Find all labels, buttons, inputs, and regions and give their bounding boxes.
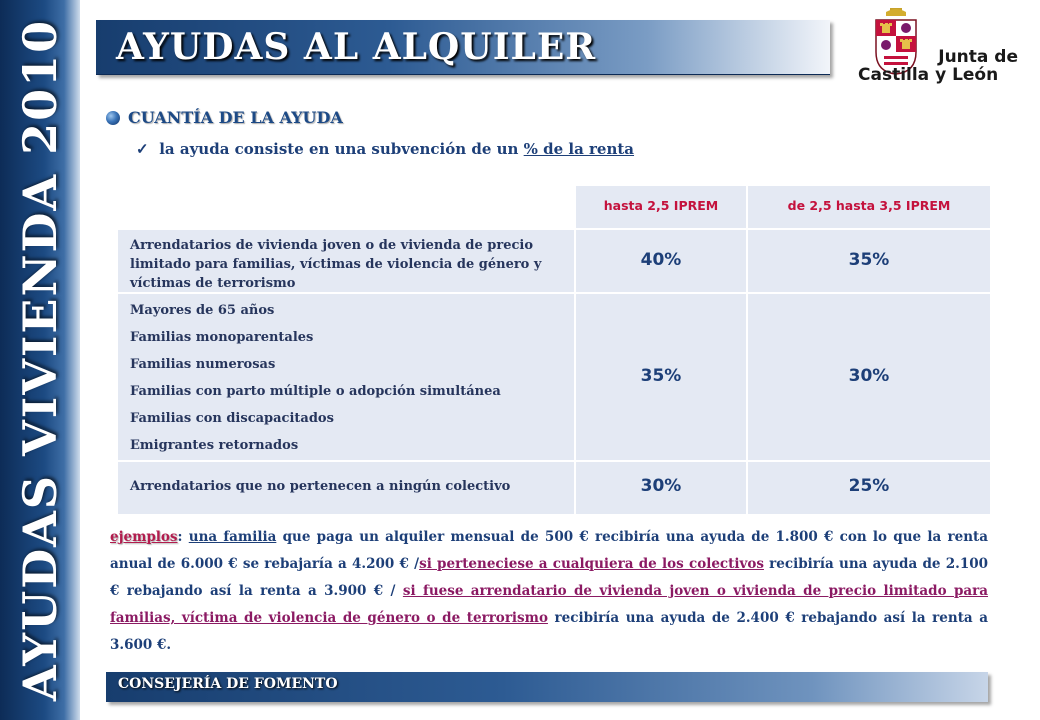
logo-line-1: Junta de [938, 47, 1018, 67]
row-1-value-2-text: 35% [848, 250, 890, 270]
examples-text: que paga un alquiler mensual de 500 € recibiría una ayuda de 1.800 € con lo que la renta anual de 6.000 € se rebajaría a 4.200 € / [110, 529, 988, 572]
column-header-1-label: hasta 2,5 IPREM [603, 198, 719, 213]
examples-text: recibiría una ayuda de 2.400 € rebajando así la renta a 3.600 €. [110, 610, 989, 653]
row-2-value-1-text: 35% [640, 366, 682, 386]
header-bar [96, 20, 830, 75]
intro-link: % de la renta [523, 140, 635, 158]
table-row-3-value-1 [576, 462, 746, 514]
list-item: Familias con parto múltiple o adopción simultánea [130, 384, 501, 399]
examples-underlined: una familia [188, 529, 277, 545]
table-row-2-label [118, 294, 574, 460]
list-item: Mayores de 65 años [130, 303, 275, 318]
examples-paragraph [110, 524, 988, 659]
row-3-label-text: Arrendatarios que no pertenecen a ningún colectivo [130, 479, 511, 494]
section-title: CUANTÍA DE LA AYUDA [128, 108, 343, 127]
footer-bar [106, 672, 988, 702]
row-1-label-text: Arrendatarios de vivienda joven o de vivienda de precio limitado para familias, víctimas de violencia de género y víctimas de terrorismo [130, 238, 542, 291]
logo-line-2: Castilla y León [858, 65, 999, 85]
column-header-2-label: de 2,5 hasta 3,5 IPREM [787, 198, 951, 213]
table-row-3-value-2 [748, 462, 990, 514]
check-icon: ✓ [136, 140, 149, 158]
bullet-ball-icon [106, 111, 120, 125]
list-item: Familias numerosas [130, 357, 276, 372]
examples-text: : [177, 529, 189, 545]
examples-underlined: si perteneciese a cualquiera de los colectivos [419, 556, 764, 572]
intro-text: la ayuda consiste en una subvención de un [159, 140, 524, 158]
column-header-2 [748, 186, 990, 228]
aid-table [118, 186, 990, 518]
column-header-1 [576, 186, 746, 228]
table-row-1-value-1 [576, 230, 746, 292]
table-row-1-value-2 [748, 230, 990, 292]
table-row-2-value-2 [748, 294, 990, 460]
list-item: Emigrantes retornados [130, 438, 299, 453]
table-row-3-label [118, 462, 574, 514]
list-item: Familias monoparentales [130, 330, 314, 345]
list-item: Familias con discapacitados [130, 411, 334, 426]
intro-line [136, 140, 634, 158]
section-heading [106, 108, 343, 127]
examples-label: ejemplos [110, 529, 178, 545]
row-3-value-1-text: 30% [640, 476, 682, 496]
footer-text: CONSEJERÍA DE FOMENTO [118, 676, 338, 692]
row-2-value-2-text: 30% [848, 366, 890, 386]
side-band [0, 0, 80, 720]
examples-underlined: si fuese arrendatario de vivienda joven o vivienda de precio limitado para familias, víctima de violencia de género o de terrorismo [110, 583, 989, 626]
row-1-value-1-text: 40% [640, 250, 682, 270]
examples-text: recibiría una ayuda de 2.100 € rebajando así la renta a 3.900 € / [110, 556, 988, 599]
logo [856, 4, 1016, 92]
row-3-value-2-text: 25% [848, 476, 890, 496]
table-row-1-label [118, 230, 574, 292]
page-title: AYUDAS AL ALQUILER [116, 26, 597, 68]
side-title: AYUDAS VIVIENDA 2010 [13, 18, 67, 702]
table-row-2-value-1 [576, 294, 746, 460]
